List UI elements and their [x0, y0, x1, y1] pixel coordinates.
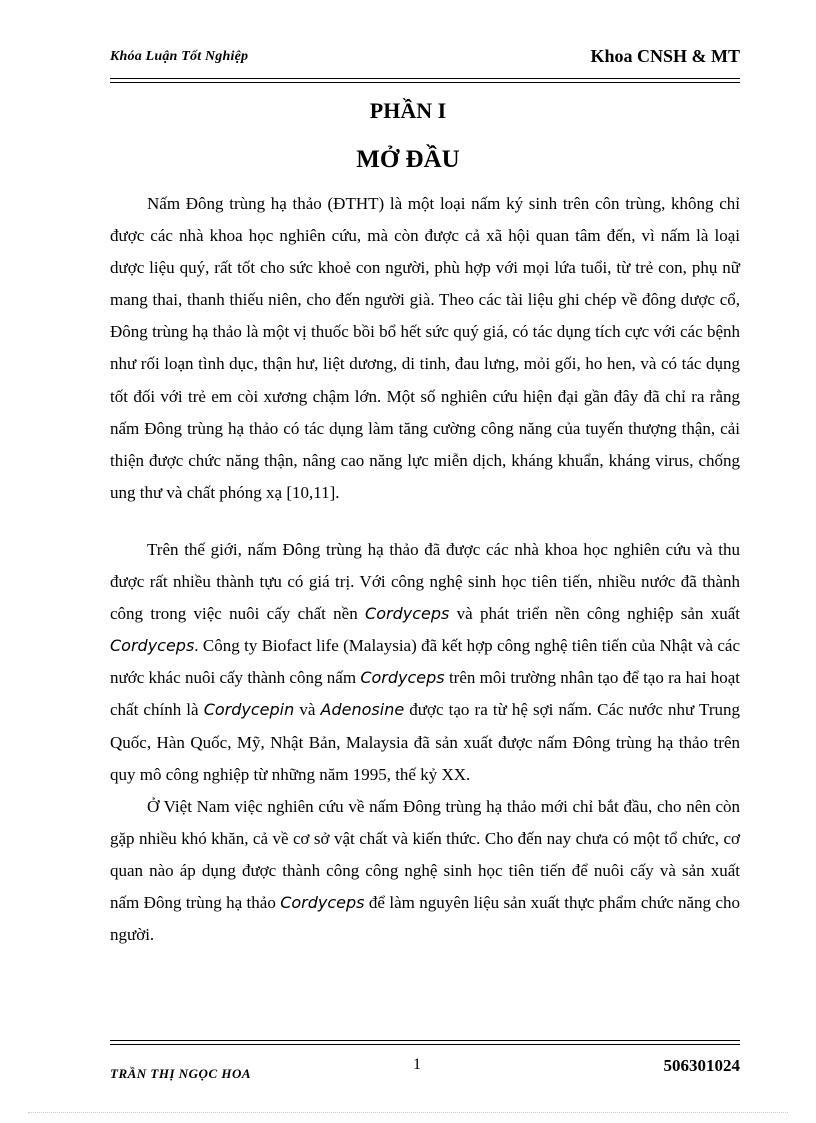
- footer-rule-bottom: [110, 1044, 740, 1045]
- paragraph-vietnam-research: Ở Việt Nam việc nghiên cứu về nấm Đông trùng hạ thảo mới chỉ bắt đầu, cho nên còn gặp nhiều khó khăn, cả về cơ sở vật chất và kiến thức. Cho đến nay chưa có một tổ chức, cơ quan nào áp dụng được thành công công nghệ sinh học tiên tiến để nuôi cấy và sản xuất nấm Đông trùng hạ thảo Cordyceps để làm nguyên liệu sản xuất thực phẩm chức năng cho người.: [110, 796, 740, 945]
- page-number: 1: [413, 1056, 421, 1073]
- header-rule-top: [110, 78, 740, 79]
- paragraph-world-research: Trên thế giới, nấm Đông trùng hạ thảo đã được các nhà khoa học nghiên cứu và thu được rất nhiều thành tựu có giá trị. Với công nghệ sinh học tiên tiến, nhiều nước đã thành công trong việc nuôi cấy chất nền Cordyceps và phát triển nền công nghiệp sản xuất Cordyceps. Công ty Biofact life (Malaysia) đã kết hợp công nghệ tiên tiến của Nhật và các nước khác nuôi cấy thành công nấm Cordyceps trên môi trường nhân tạo để tạo ra hai hoạt chất chính là Cordycepin và Adenosine được tạo ra từ hệ sợi nấm. Các nước như Trung Quốc, Hàn Quốc, Mỹ, Nhật Bản, Malaysia đã sản xuất được nấm Đông trùng hạ thảo trên quy mô công nghiệp từ những năm 1995, thế kỷ XX.: [110, 539, 741, 784]
- footer-student-id: 506301024: [663, 1056, 740, 1075]
- header-thesis-label: Khóa Luận Tốt Nghiệp: [110, 49, 249, 64]
- chapter-heading: MỞ ĐẦU: [356, 146, 460, 173]
- part-heading: PHẦN I: [369, 98, 447, 123]
- footer-author-name: TRẦN THỊ NGỌC HOA: [110, 1066, 252, 1081]
- paragraph-intro: Nấm Đông trùng hạ thảo (ĐTHT) là một loại nấm ký sinh trên côn trùng, không chỉ được các nhà khoa học nghiên cứu, mà còn được cả xã hội quan tâm đến, vì nấm là loại dược liệu quý, rất tốt cho sức khoẻ con người, phù hợp với mọi lứa tuổi, từ trẻ con, phụ nữ mang thai, thanh thiếu niên, cho đến người già. Theo các tài liệu ghi chép về đông dược cổ, Đông trùng hạ thảo là một vị thuốc bồi bổ hết sức quý giá, có tác dụng tích cực với các bệnh như rối loạn tình dục, thận hư, liệt dương, di tinh, đau lưng, mỏi gối, ho hen, và có tác dụng tốt đối với trẻ em còi xương chậm lớn. Một số nghiên cứu hiện đại gần đây đã chỉ ra rằng nấm Đông trùng hạ thảo có tác dụng làm tăng cường công năng của tuyến thượng thận, cải thiện được chức năng thận, nâng cao năng lực miễn dịch, kháng khuẩn, kháng virus, chống ung thư và chất phóng xạ [10,11].: [110, 194, 740, 502]
- page-footer: [110, 1054, 740, 1084]
- body-text: [110, 188, 740, 951]
- footer-rule-top: [110, 1040, 740, 1041]
- header-faculty-label: Khoa CNSH & MT: [590, 46, 740, 66]
- page-header: [110, 46, 740, 72]
- page-edge-dots: [28, 1112, 788, 1113]
- header-rule-bottom: [110, 82, 740, 83]
